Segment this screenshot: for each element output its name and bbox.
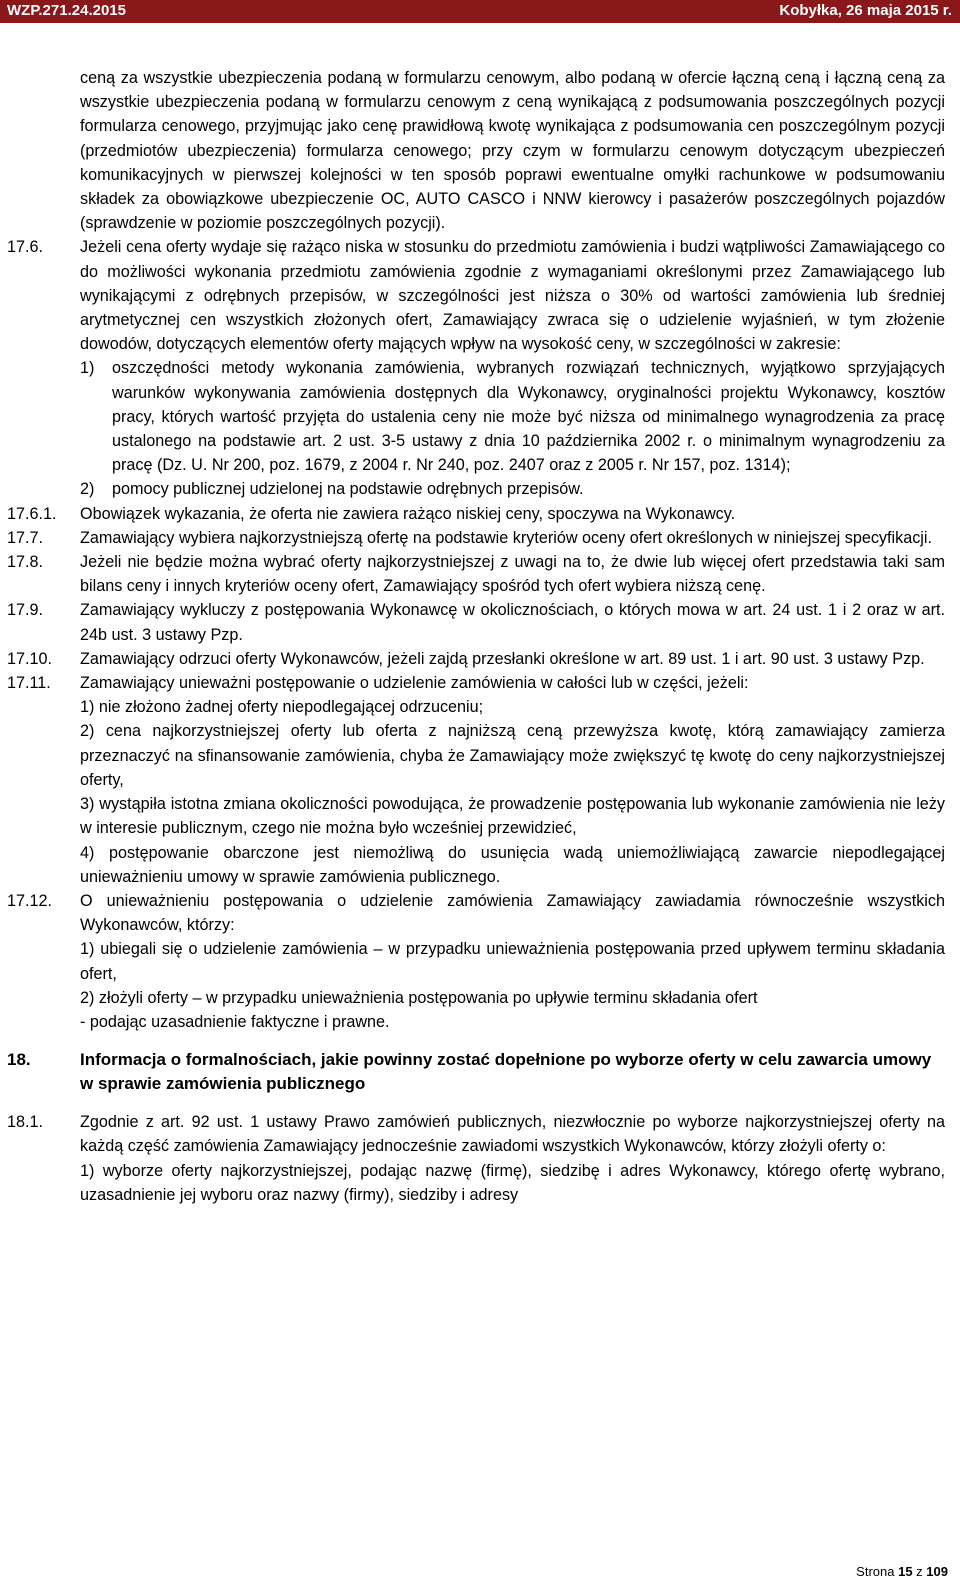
list-item: 1) ubiegali się o udzielenie zamówienia – w przypadku unieważnienia postępowania przed upływem terminu składania ofert,: [80, 940, 945, 983]
section-number: 17.7.: [7, 528, 44, 547]
list-item: - podając uzasadnienie faktyczne i prawne.: [80, 1012, 390, 1031]
section-17-12: [7, 889, 945, 1034]
page-total: 109: [926, 1564, 948, 1579]
list-item-text: pomocy publicznej udzielonej na podstawie odrębnych przepisów.: [112, 480, 584, 499]
list-item: [80, 477, 945, 501]
document-body: [7, 66, 945, 1207]
list-item-text: oszczędności metody wykonania zamówienia, wybranych rozwiązań technicznych, wyjątkowo sprzyjających warunków wykonywania zamówienia dostępnych dla Wykonawcy, oryginalności projektu Wykonawcy, kosztów pracy, których wartość przyjęta do ustalenia ceny nie może być niższa od minimalnego wynagrodzenia za pracę ustalonego na podstawie art. 2 ust. 3-5 ustawy z dnia 10 października 2002 r. o minimalnym wynagrodzeniu za pracę (Dz. U. Nr 200, poz. 1679, z 2004 r. Nr 240, poz. 2407 oraz z 2005 r. Nr 157, poz. 1314);: [112, 359, 945, 475]
section-number: 18.1.: [7, 1113, 44, 1132]
section-text: Obowiązek wykazania, że oferta nie zawiera rażąco niskiej ceny, spoczywa na Wykonawcy.: [80, 504, 736, 523]
list-item: 2) złożyli oferty – w przypadku unieważnienia postępowania po upływie terminu składania ofert: [80, 988, 758, 1007]
section-17-10: [7, 647, 945, 671]
list-item: 3) wystąpiła istotna zmiana okoliczności powodująca, że prowadzenie postępowania lub wykonanie zamówienia nie leży w interesie publicznym, czego nie można było wcześniej przewidzieć,: [80, 795, 945, 838]
list-item-number: 2): [80, 480, 95, 499]
section-text: Zamawiający odrzuci oferty Wykonawców, jeżeli zajdą przesłanki określone w art. 89 ust. 1 i art. 90 ust. 3 ustawy Pzp.: [80, 649, 925, 668]
section-number: 17.11.: [7, 674, 51, 693]
section-number: 17.9.: [7, 601, 44, 620]
section-17-6: [7, 235, 945, 356]
document-date: Kobyłka, 26 maja 2015 r.: [779, 2, 952, 19]
section-number: 18.: [7, 1050, 31, 1070]
list-item: 4) postępowanie obarczone jest niemożliwą do usunięcia wadą uniemożliwiającą zawarcie niepodlegającej unieważnieniu umowy w sprawie zamówienia publicznego.: [80, 843, 945, 886]
section-number: 17.6.: [7, 238, 44, 257]
section-17-6-1: [7, 502, 945, 526]
section-text: Jeżeli nie będzie można wybrać oferty najkorzystniejszej z uwagi na to, że dwie lub więcej ofert przedstawia taki sam bilans ceny i innych kryteriów oceny ofert, Zamawiający spośród tych ofert wybiera niższą cenę.: [80, 553, 945, 596]
list-item: [80, 356, 945, 477]
section-number: 17.6.1.: [7, 504, 57, 523]
section-text: Zgodnie z art. 92 ust. 1 ustawy Prawo zamówień publicznych, niezwłocznie po wyborze najkorzystniejszej oferty na każdą część zamówienia Zamawiający jednocześnie zawiadomi wszystkich Wykonawców, którzy złożyli oferty o:: [80, 1113, 945, 1156]
page-separator: z: [912, 1564, 927, 1579]
section-text: Zamawiający wykluczy z postępowania Wykonawcę w okolicznościach, o których mowa w art. 24 ust. 1 i 2 oraz w art. 24b ust. 3 ustawy Pzp.: [80, 601, 945, 644]
section-text: Zamawiający unieważni postępowanie o udzielenie zamówienia w całości lub w części, jeżeli:: [80, 674, 749, 693]
section-17-11: [7, 671, 945, 889]
page-number: 15: [898, 1564, 913, 1579]
list-item: 2) cena najkorzystniejszej oferty lub oferta z najniższą ceną przewyższa kwotę, którą zamawiający zamierza przeznaczyć na sfinansowanie zamówienia, chyba że Zamawiający może zwiększyć tę kwotę do ceny najkorzystniejszej oferty,: [80, 722, 945, 789]
section-17-8: [7, 550, 945, 598]
section-body: [80, 1110, 945, 1207]
section-heading: Informacja o formalnościach, jakie powinny zostać dopełnione po wyborze oferty w celu zawarcia umowy w sprawie zamówienia publicznego: [80, 1050, 932, 1094]
section-text: Zamawiający wybiera najkorzystniejszą ofertę na podstawie kryteriów oceny ofert określonych w niniejszej specyfikacji.: [80, 528, 933, 547]
document-reference: WZP.271.24.2015: [7, 2, 126, 19]
list-item-number: 1): [80, 359, 95, 378]
page-footer: [856, 1564, 948, 1579]
page-label: Strona: [856, 1564, 899, 1579]
section-body: [80, 889, 945, 1034]
list-item: 1) nie złożono żadnej oferty niepodlegającej odrzuceniu;: [80, 698, 484, 717]
page-header: [0, 0, 960, 23]
section-body: [80, 671, 945, 889]
section-18-1: [7, 1110, 945, 1207]
section-text: Jeżeli cena oferty wydaje się rażąco niska w stosunku do przedmiotu zamówienia i budzi wątpliwości Zamawiającego co do możliwości wykonania przedmiotu zamówienia zgodnie z wymaganiami określonymi przez Zamawiającego lub wynikającymi z odrębnych przepisów, w szczególności jest niższa o 30% od wartości zamówienia lub średniej arytmetycznej cen wszystkich złożonych ofert, Zamawiający zwraca się o udzielenie wyjaśnień, w tym złożenie dowodów, dotyczących elementów oferty mających wpływ na wysokość ceny, w szczególności w zakresie:: [80, 238, 945, 354]
intro-paragraph: ceną za wszystkie ubezpieczenia podaną w formularzu cenowym, albo podaną w ofercie łączną ceną i łączną ceną za wszystkie ubezpieczenia podaną w formularzu cenowym z ceną wynikającą z podsumowania poszczególnych pozycji formularza cenowego, przyjmując jako cenę prawidłową kwotę wynikająca z podsumowania cen poszczególnym pozycji (przedmiotów ubezpieczenia) formularza cenowego; przy czym w formularzu cenowym dotyczącym ubezpieczeń komunikacyjnych w pierwszej kolejności w ten sposób poprawi ewentualne omyłki rachunkowe w podsumowaniu składek za obowiązkowe ubezpieczenie OC, AUTO CASCO i NNW kierowcy i pasażerów poszczególnych pojazdów (sprawdzenie w poziomie poszczególnych pozycji).: [80, 69, 945, 233]
section-17-7: [7, 526, 945, 550]
section-number: 17.12.: [7, 891, 53, 910]
section-18-heading: [7, 1048, 945, 1096]
section-text: O unieważnieniu postępowania o udzielenie zamówienia Zamawiający zawiadamia równocześnie wszystkich Wykonawców, którzy:: [80, 891, 945, 935]
section-17-9: [7, 598, 945, 646]
section-number: 17.10.: [7, 649, 53, 668]
list-item: 1) wyborze oferty najkorzystniejszej, podając nazwę (firmę), siedzibę i adres Wykonawcy, którego ofertę wybrano, uzasadnienie jej wyboru oraz nazwy (firmy), siedziby i adresy: [80, 1161, 945, 1204]
section-number: 17.8.: [7, 553, 44, 572]
